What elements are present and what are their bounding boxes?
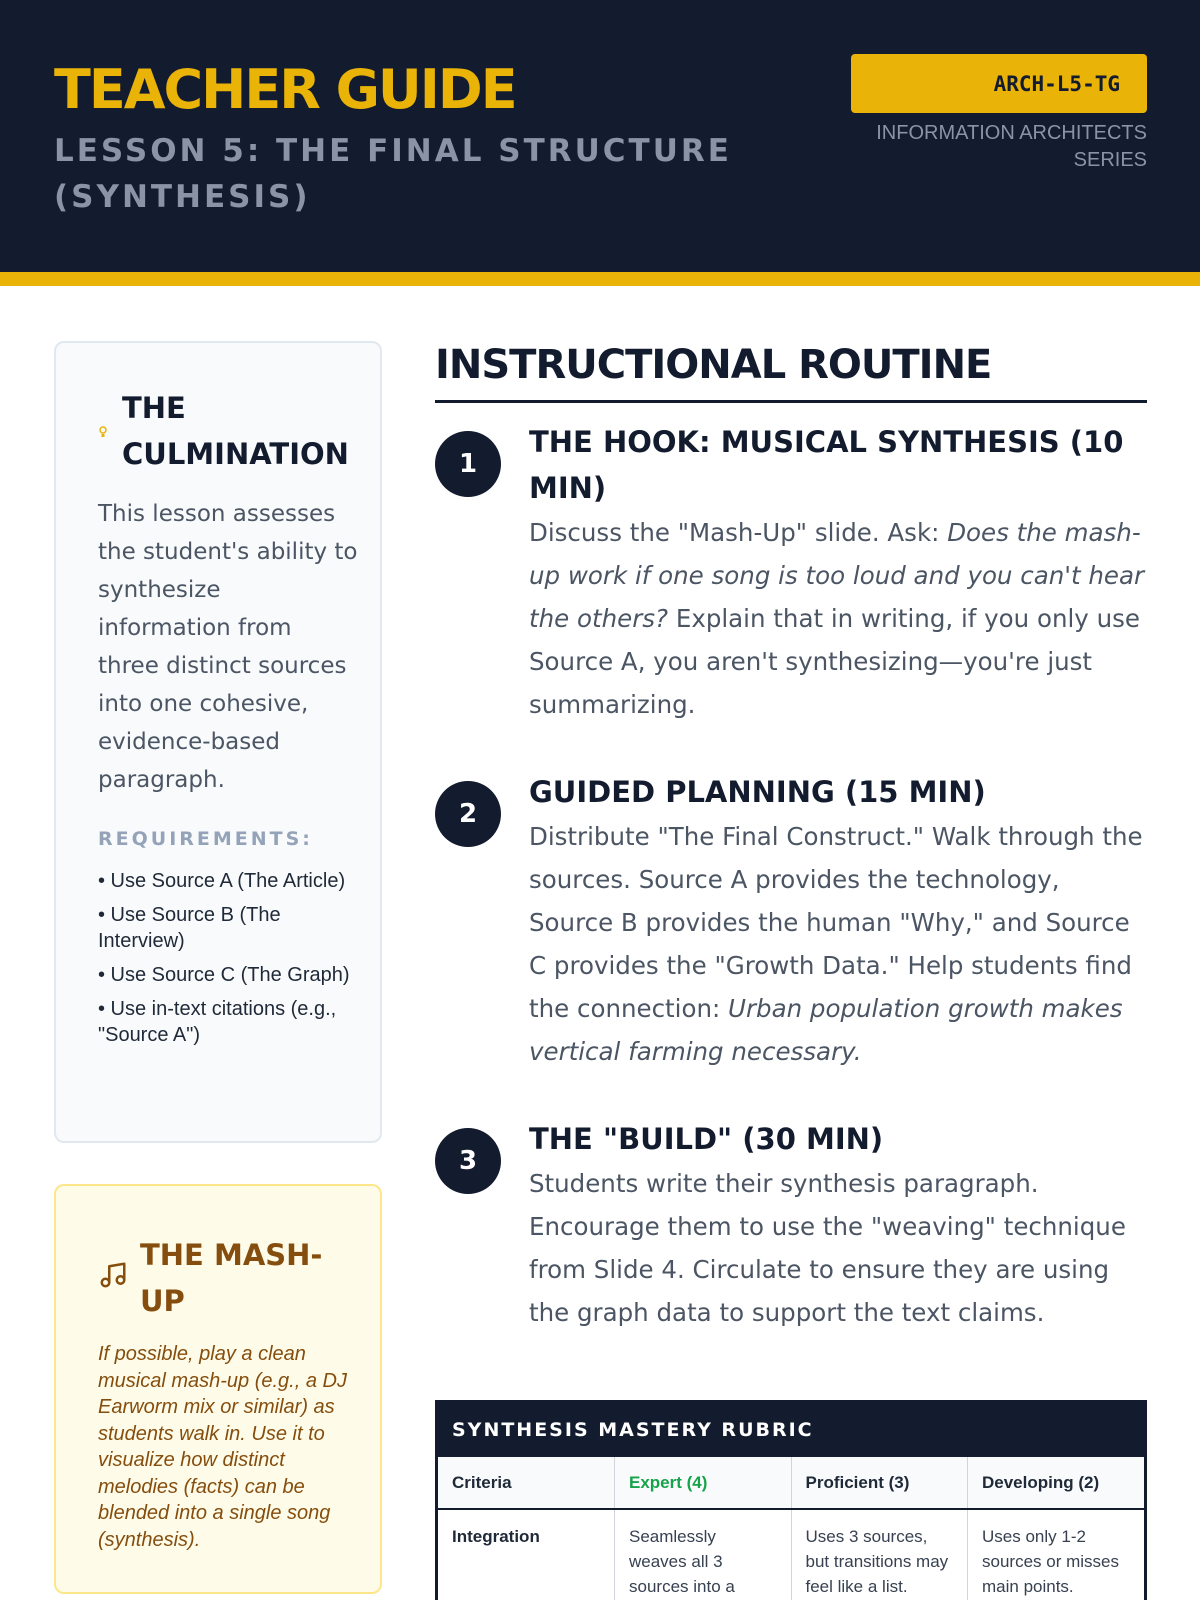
- step-body: Discuss the "Mash-Up" slide. Ask: Does the mash-up work if one song is too loud and you can't hear the others? Explain that in writing, if you only use Source A, you aren't synthesizing—you're just summarizing.: [529, 518, 1145, 719]
- series-label: INFORMATION ARCHITECTS SERIES: [876, 122, 1147, 171]
- column-header: Criteria: [438, 1457, 615, 1509]
- column-header: Expert (4): [615, 1457, 792, 1509]
- table-cell: Uses 3 sources, but transitions may feel like a list.: [791, 1509, 968, 1600]
- culmination-title: THE CULMINATION: [122, 391, 349, 471]
- step-number: 1: [435, 431, 501, 497]
- table-cell: Uses only 1-2 sources or misses main points.: [982, 1527, 1119, 1596]
- heading-divider: [435, 400, 1147, 403]
- list-item: • Use Source B (The Interview): [98, 904, 281, 952]
- header-accent-stripe: [0, 272, 1200, 286]
- mashup-card: [54, 1184, 382, 1594]
- column-header: Proficient (3): [791, 1457, 968, 1509]
- column-header: Developing (2): [968, 1457, 1145, 1509]
- requirements-label: REQUIREMENTS:: [98, 828, 313, 850]
- step-title: THE HOOK: MUSICAL SYNTHESIS (10 MIN): [529, 425, 1124, 505]
- lesson-subtitle: LESSON 5: THE FINAL STRUCTURE (SYNTHESIS): [54, 133, 732, 215]
- list-item: • Use Source C (The Graph): [98, 964, 350, 986]
- rubric-title: SYNTHESIS MASTERY RUBRIC: [438, 1403, 1144, 1457]
- document-code-badge: ARCH-L5-TG: [851, 54, 1147, 113]
- list-item: • Use Source A (The Article): [98, 870, 346, 892]
- page-title: TEACHER GUIDE: [54, 58, 516, 121]
- table-cell: Integration: [438, 1509, 615, 1600]
- table-row: [438, 1509, 1144, 1600]
- step-number: 2: [435, 781, 501, 847]
- section-heading: INSTRUCTIONAL ROUTINE: [435, 342, 992, 388]
- music-note-icon: [98, 1260, 128, 1290]
- step-body: Distribute "The Final Construct." Walk through the sources. Source A provides the technology, Source B provides the human "Why," and Source C provides the "Growth Data." Help students find the connection: Urban population growth makes vertical farming necessary.: [529, 822, 1143, 1066]
- culmination-body: This lesson assesses the student's ability to synthesize information from three distinct sources into one cohesive, evidence-based paragraph.: [98, 501, 358, 793]
- table-header-row: [438, 1457, 1144, 1509]
- step-number: 3: [435, 1128, 501, 1194]
- rubric-table: [435, 1400, 1147, 1600]
- culmination-card: [54, 341, 382, 1143]
- lightbulb-icon: [98, 425, 108, 439]
- list-item: • Use in-text citations (e.g., "Source A"): [98, 998, 337, 1046]
- step-title: THE "BUILD" (30 MIN): [529, 1122, 884, 1156]
- rubric-grid: [438, 1457, 1144, 1600]
- requirements-list: [98, 868, 360, 1056]
- mashup-body: If possible, play a clean musical mash-up (e.g., a DJ Earworm mix or similar) as students walk in. Use it to visualize how distinct melodies (facts) can be blended into a single song (synthesis).: [98, 1343, 347, 1551]
- step-title: GUIDED PLANNING (15 MIN): [529, 775, 986, 809]
- step-body: Students write their synthesis paragraph. Encourage them to use the "weaving" technique from Slide 4. Circulate to ensure they are using the graph data to support the text claims.: [529, 1169, 1126, 1327]
- table-cell: Seamlessly weaves all 3 sources into a: [615, 1509, 792, 1600]
- mashup-title: THE MASH-UP: [140, 1238, 323, 1318]
- header-banner: [0, 0, 1200, 272]
